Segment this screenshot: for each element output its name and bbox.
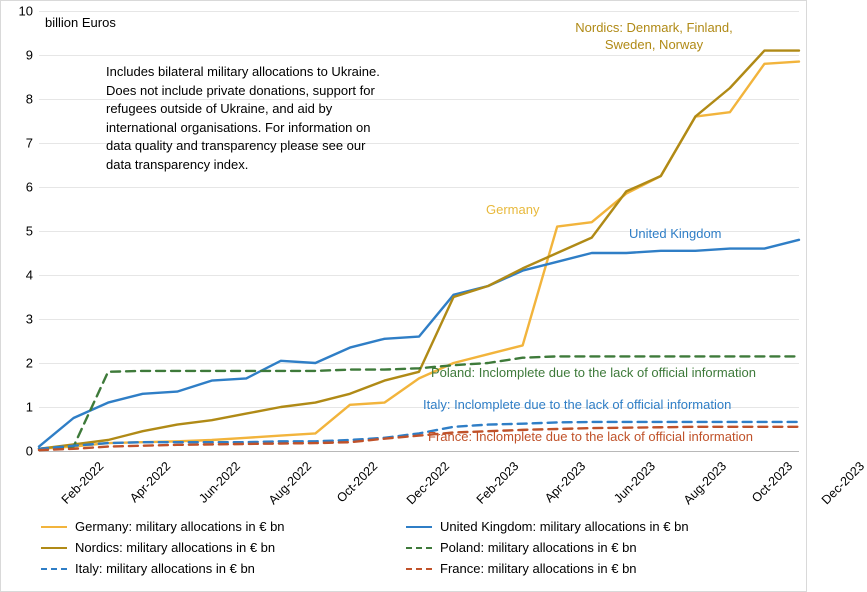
y-axis-tick-label: 4 <box>25 267 33 283</box>
x-axis-tick-label: Feb-2023 <box>473 459 521 507</box>
x-axis-tick-label: Feb-2022 <box>58 459 107 507</box>
legend-label: Italy: military allocations in € bn <box>75 561 255 576</box>
legend-swatch <box>41 526 67 528</box>
x-axis-tick-label: Jun-2022 <box>196 459 244 506</box>
note-line: refugees outside of Ukraine, and aid by <box>106 101 333 116</box>
y-axis-tick-label: 10 <box>18 3 33 19</box>
legend-swatch <box>406 526 432 528</box>
y-axis-tick-label: 3 <box>25 311 33 327</box>
legend-label: Nordics: military allocations in € bn <box>75 540 276 555</box>
legend-item[interactable] <box>406 519 771 534</box>
note-line: data transparency index. <box>106 156 249 172</box>
y-axis-tick-label: 9 <box>25 47 33 63</box>
x-axis-tick-label: Aug-2023 <box>680 459 729 508</box>
y-axis-tick-label: 2 <box>25 355 33 371</box>
series-label-nordics-line1: Nordics: Denmark, Finland, <box>575 20 733 35</box>
series-label-france: France: Inclomplete due to the lack of official information <box>428 429 753 444</box>
x-axis-tick-label: Oct-2023 <box>748 459 796 506</box>
legend-swatch <box>406 568 432 570</box>
legend-label: United Kingdom: military allocations in € bn <box>440 519 689 534</box>
note-line: Includes bilateral military allocations to Ukraine. <box>106 64 380 79</box>
x-axis-tick-label: Dec-2022 <box>404 459 453 508</box>
y-axis-tick-label: 6 <box>25 179 33 195</box>
series-label-nordics-line2: Sweden, Norway <box>604 37 704 52</box>
x-axis-tick-label: Apr-2022 <box>127 459 174 506</box>
series-label-germany: Germany <box>486 202 540 217</box>
x-axis-tick-label: Jun-2023 <box>610 459 658 506</box>
legend-swatch <box>406 547 432 549</box>
legend-swatch <box>41 547 67 549</box>
series-line <box>39 240 799 447</box>
series-label-poland: Poland: Inclomplete due to the lack of official information <box>431 365 756 380</box>
y-axis-tick-label: 8 <box>25 91 33 107</box>
y-axis-tick-label: 0 <box>25 443 33 459</box>
legend-item[interactable] <box>41 540 406 555</box>
note-line: data quality and transparency please see our <box>106 138 366 153</box>
series-label-nordics <box>549 19 759 53</box>
chart-legend <box>41 519 771 576</box>
legend-item[interactable] <box>406 561 771 576</box>
legend-label: Germany: military allocations in € bn <box>75 519 285 534</box>
series-label-united-kingdom: United Kingdom <box>629 226 722 241</box>
y-axis-unit-label: billion Euros <box>45 15 116 30</box>
chart-note <box>106 63 416 174</box>
y-axis-tick-label: 5 <box>25 223 33 239</box>
legend-swatch <box>41 568 67 570</box>
x-axis-tick-label: Aug-2022 <box>266 459 315 508</box>
x-axis-tick-label: Dec-2023 <box>818 459 867 508</box>
legend-label: Poland: military allocations in € bn <box>440 540 637 555</box>
legend-item[interactable] <box>41 561 406 576</box>
y-axis-tick-label: 1 <box>25 399 33 415</box>
note-line: international organisations. For information on <box>106 119 371 135</box>
x-axis-tick-label: Apr-2023 <box>541 459 588 506</box>
y-axis-tick-label: 7 <box>25 135 33 151</box>
legend-item[interactable] <box>406 540 771 555</box>
x-axis-line <box>39 451 799 452</box>
legend-label: France: military allocations in € bn <box>440 561 637 576</box>
note-line: Does not include private donations, support for <box>106 82 375 98</box>
legend-item[interactable] <box>41 519 406 534</box>
series-label-italy: Italy: Inclomplete due to the lack of official information <box>423 397 732 412</box>
x-axis-tick-label: Oct-2022 <box>334 459 381 506</box>
